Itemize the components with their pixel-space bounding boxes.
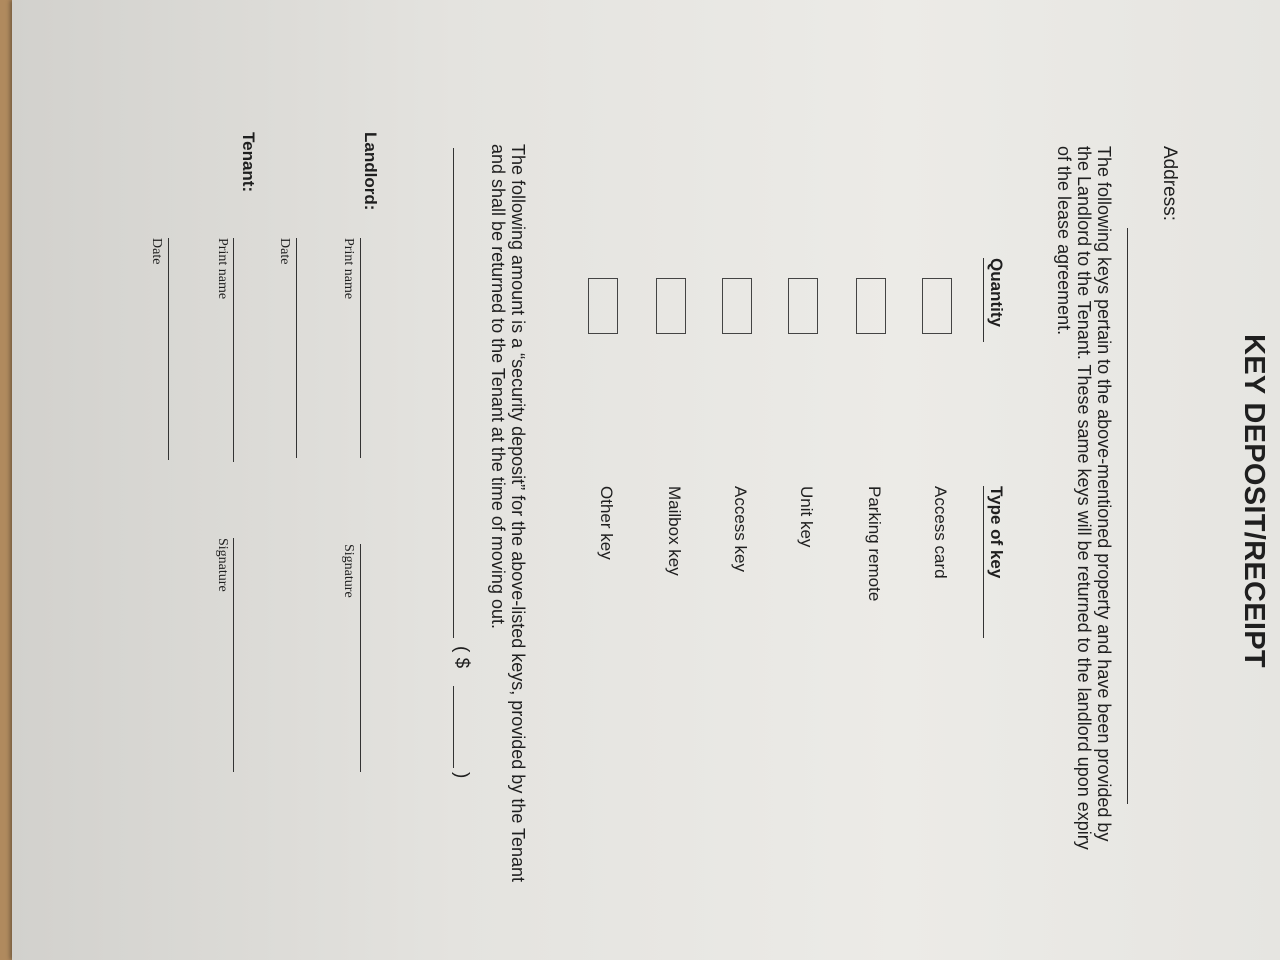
landlord-print-name-caption: Print name xyxy=(341,238,356,300)
tenant-signature-field[interactable] xyxy=(233,538,234,772)
tenant-date-field[interactable] xyxy=(168,238,169,460)
quantity-field[interactable] xyxy=(788,278,818,334)
amount-close-paren: ) xyxy=(451,772,472,779)
quantity-header: Quantity xyxy=(983,258,1006,342)
quantity-field[interactable] xyxy=(588,278,618,334)
landlord-label: Landlord: xyxy=(361,132,380,211)
address-field[interactable] xyxy=(1127,228,1128,804)
amount-in-words-field[interactable] xyxy=(453,148,454,638)
key-type-label: Unit key xyxy=(797,486,816,548)
tenant-date-caption: Date xyxy=(149,238,164,265)
key-type-label: Access key xyxy=(731,486,750,572)
address-label: Address: xyxy=(1159,146,1180,221)
tenant-label: Tenant: xyxy=(239,132,258,193)
key-type-label: Mailbox key xyxy=(665,486,684,576)
key-type-label: Other key xyxy=(597,486,616,560)
key-type-label: Parking remote xyxy=(865,486,884,602)
landlord-print-name-field[interactable] xyxy=(360,238,361,458)
form-title: KEY DEPOSIT/RECEIPT xyxy=(1238,334,1270,668)
quantity-field[interactable] xyxy=(922,278,952,334)
quantity-field[interactable] xyxy=(722,278,752,334)
amount-dollars-field[interactable] xyxy=(453,686,454,768)
key-type-label: Access card xyxy=(931,486,950,579)
landlord-date-caption: Date xyxy=(277,238,292,265)
deposit-amount-row xyxy=(442,148,472,808)
landlord-signature-caption: Signature xyxy=(341,544,356,598)
deposit-paragraph: The following amount is a “security deposit” for the above-listed keys, provided by the Tenant and shall be returned to the Tenant at the time of moving out. xyxy=(488,144,528,883)
landlord-signature-field[interactable] xyxy=(360,544,361,772)
tenant-signature-caption: Signature xyxy=(215,538,230,592)
quantity-field[interactable] xyxy=(656,278,686,334)
landlord-date-field[interactable] xyxy=(296,238,297,458)
tenant-print-name-field[interactable] xyxy=(233,238,234,462)
paper-sheet xyxy=(12,0,1280,960)
tenant-print-name-caption: Print name xyxy=(215,238,230,300)
form-content xyxy=(12,0,1280,960)
intro-paragraph: The following keys pertain to the above-mentioned property and have been provided by the Landlord to the Tenant. These same keys will be returned to the landlord upon expiry of the lease agreement. xyxy=(1054,146,1114,850)
quantity-field[interactable] xyxy=(856,278,886,334)
amount-open-paren: ( $ xyxy=(451,646,472,669)
key-type-header: Type of key xyxy=(983,486,1006,638)
